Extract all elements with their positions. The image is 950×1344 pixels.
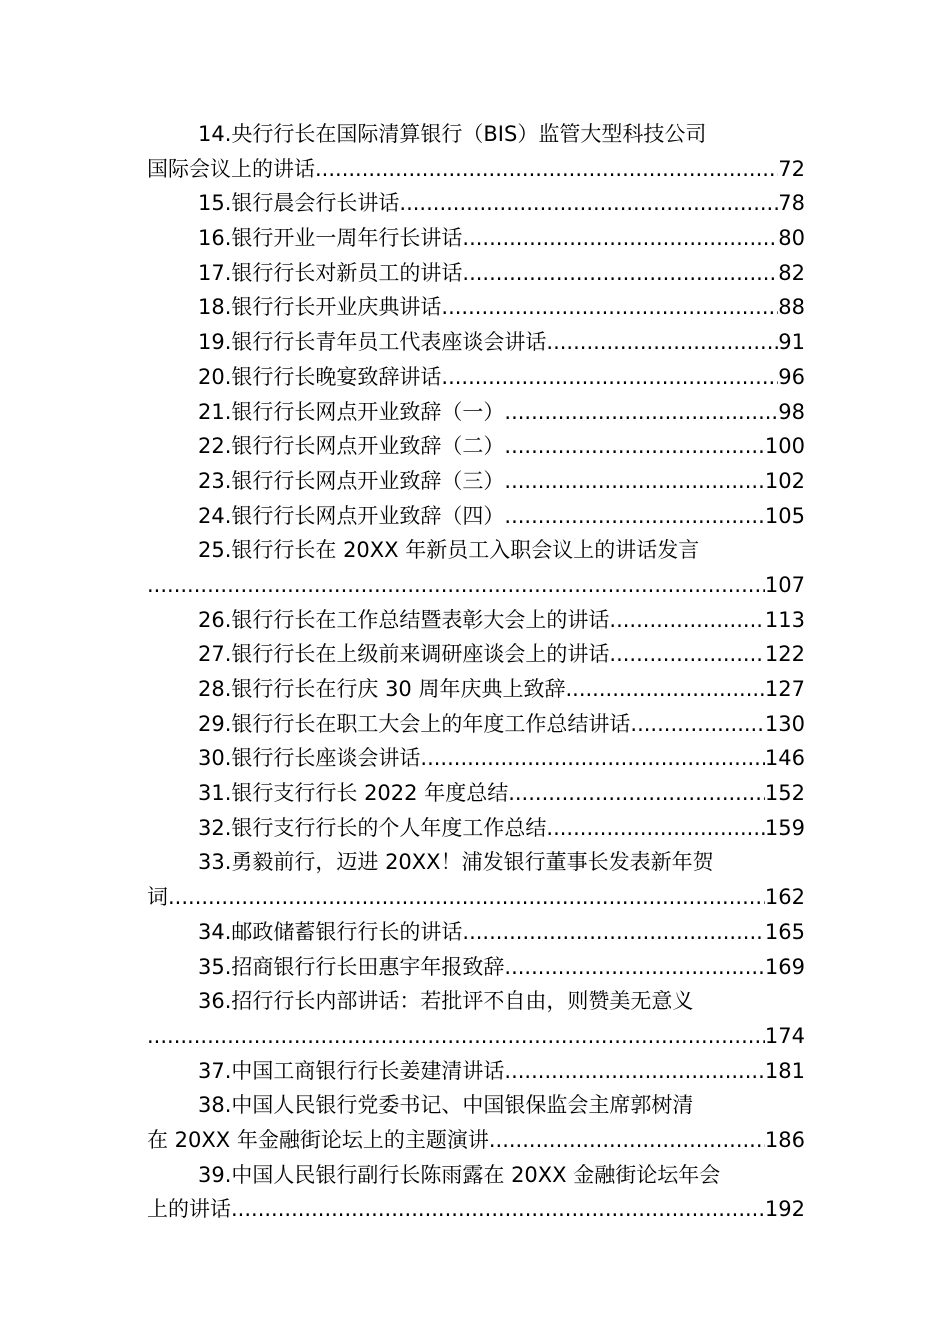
dot-leader	[441, 290, 778, 325]
toc-entry-title: 36.招行行长内部讲话：若批评不自由，则赞美无意义	[198, 989, 694, 1014]
toc-entry-line	[147, 395, 805, 430]
toc-entry-line	[147, 464, 805, 499]
toc-page-number: 113	[764, 607, 805, 632]
toc-entry[interactable]	[147, 776, 805, 811]
toc-entry-title: 20.银行行长晚宴致辞讲话	[198, 364, 442, 389]
dot-leader	[504, 1054, 765, 1089]
toc-entry[interactable]	[147, 603, 805, 638]
toc-page-number: 152	[764, 781, 805, 806]
dot-leader	[546, 811, 765, 846]
toc-page-number: 88	[778, 295, 805, 320]
toc-entry-title: 17.银行行长对新员工的讲话	[198, 260, 463, 285]
toc-entry-title: 38.中国人民银行党委书记、中国银保监会主席郭树清	[198, 1093, 694, 1118]
dot-leader	[399, 186, 778, 221]
toc-entry[interactable]	[147, 221, 805, 256]
toc-entry-line	[147, 1123, 805, 1158]
toc-page-number: 80	[778, 226, 805, 251]
toc-entry-title: 31.银行支行行长 2022 年度总结	[198, 781, 509, 806]
dot-leader	[315, 152, 778, 187]
toc-entry-line	[147, 1088, 805, 1123]
dot-leader	[147, 1019, 765, 1054]
toc-entry[interactable]	[147, 117, 805, 186]
dot-leader	[489, 1123, 765, 1158]
toc-entry-title: 14.央行行长在国际清算银行（BIS）监管大型科技公司	[198, 122, 707, 146]
dot-leader	[420, 741, 765, 776]
dot-leader	[546, 325, 778, 360]
toc-page-number: 159	[764, 815, 805, 840]
toc-entry-title: 24.银行行长网点开业致辞（四）	[198, 503, 505, 528]
toc-page-number: 107	[764, 572, 805, 597]
dot-leader	[231, 1192, 765, 1227]
toc-entry-title: 39.中国人民银行副行长陈雨露在 20XX 金融街论坛年会	[198, 1162, 721, 1187]
toc-entry-line	[147, 499, 805, 534]
toc-entry-title: 35.招商银行行长田惠宇年报致辞	[198, 954, 505, 979]
toc-page-number: 98	[778, 399, 805, 424]
toc-entry[interactable]	[147, 325, 805, 360]
toc-entry-line	[147, 117, 805, 152]
toc-entry-title: 27.银行行长在上级前来调研座谈会上的讲话	[198, 642, 610, 667]
toc-entry-title: 30.银行行长座谈会讲话	[198, 746, 421, 771]
toc-entry-line	[147, 845, 805, 880]
toc-entry-line	[147, 1054, 805, 1089]
toc-entry-line	[147, 707, 805, 742]
toc-page-number: 165	[764, 919, 805, 944]
table-of-contents	[147, 117, 805, 1227]
toc-entry-title: 28.银行行长在行庆 30 周年庆典上致辞	[198, 677, 566, 701]
dot-leader	[565, 672, 764, 707]
toc-entry-line	[147, 1019, 805, 1054]
dot-leader	[462, 221, 778, 256]
toc-entry[interactable]	[147, 741, 805, 776]
toc-entry[interactable]	[147, 637, 805, 672]
toc-entry-line	[147, 880, 805, 915]
toc-entry-line	[147, 672, 805, 707]
toc-entry-title: 16.银行开业一周年行长讲话	[198, 226, 463, 251]
toc-page-number: 174	[764, 1023, 805, 1048]
dot-leader	[504, 429, 765, 464]
toc-page-number: 127	[764, 677, 805, 701]
toc-entry-line	[147, 637, 805, 672]
toc-page-number: 82	[778, 260, 805, 285]
toc-entry[interactable]	[147, 290, 805, 325]
toc-page-number: 169	[764, 954, 805, 979]
toc-entry-title: 33.勇毅前行，迈进 20XX！浦发银行董事长发表新年贺	[198, 850, 714, 875]
dot-leader	[504, 499, 765, 534]
toc-entry-line	[147, 984, 805, 1019]
toc-entry-line	[147, 1192, 805, 1227]
toc-page-number: 78	[778, 191, 805, 216]
toc-entry-title: 23.银行行长网点开业致辞（三）	[198, 468, 505, 493]
toc-page-number: 96	[778, 364, 805, 389]
dot-leader	[630, 707, 765, 742]
toc-entry-line	[147, 1158, 805, 1193]
toc-page-number: 162	[764, 885, 805, 910]
toc-entry-title: 在 20XX 年金融街论坛上的主题演讲	[147, 1127, 489, 1152]
toc-entry-line	[147, 221, 805, 256]
toc-entry-title: 上的讲话	[147, 1197, 231, 1222]
toc-entry-title: 词	[147, 885, 168, 910]
toc-entry[interactable]	[147, 845, 805, 914]
toc-entry[interactable]	[147, 186, 805, 221]
toc-page-number: 192	[764, 1197, 805, 1222]
toc-entry-line	[147, 776, 805, 811]
toc-entry[interactable]	[147, 707, 805, 742]
toc-page-number: 122	[764, 642, 805, 667]
toc-entry[interactable]	[147, 429, 805, 464]
toc-entry-line	[147, 811, 805, 846]
toc-page-number: 181	[764, 1058, 805, 1083]
toc-entry-title: 21.银行行长网点开业致辞（一）	[198, 399, 505, 424]
toc-entry[interactable]	[147, 533, 805, 602]
toc-entry[interactable]	[147, 950, 805, 985]
toc-entry[interactable]	[147, 1054, 805, 1089]
toc-entry-title: 国际会议上的讲话	[147, 156, 315, 181]
dot-leader	[168, 880, 765, 915]
toc-entry-title: 18.银行行长开业庆典讲话	[198, 295, 442, 320]
toc-page-number: 102	[764, 468, 805, 493]
toc-entry[interactable]	[147, 672, 805, 707]
toc-entry-line	[147, 325, 805, 360]
dot-leader	[508, 776, 765, 811]
toc-page-number: 91	[778, 330, 805, 355]
toc-page-number: 105	[764, 503, 805, 528]
toc-entry[interactable]	[147, 811, 805, 846]
toc-entry-title: 32.银行支行行长的个人年度工作总结	[198, 815, 547, 840]
toc-entry-line	[147, 568, 805, 603]
dot-leader	[441, 360, 778, 395]
dot-leader	[609, 637, 765, 672]
toc-page-number: 186	[764, 1127, 805, 1152]
toc-entry-title: 15.银行晨会行长讲话	[198, 191, 400, 216]
toc-entry[interactable]	[147, 360, 805, 395]
toc-entry-line	[147, 915, 805, 950]
toc-page-number: 100	[764, 434, 805, 459]
toc-page-number: 146	[764, 746, 805, 771]
toc-entry[interactable]	[147, 395, 805, 430]
toc-entry-title: 22.银行行长网点开业致辞（二）	[198, 434, 505, 459]
toc-entry-title: 26.银行行长在工作总结暨表彰大会上的讲话	[198, 607, 610, 632]
dot-leader	[462, 256, 778, 291]
dot-leader	[462, 915, 765, 950]
toc-entry-line	[147, 429, 805, 464]
toc-entry[interactable]	[147, 499, 805, 534]
toc-entry-title: 19.银行行长青年员工代表座谈会讲话	[198, 330, 547, 355]
dot-leader	[504, 395, 778, 430]
toc-entry-line	[147, 360, 805, 395]
toc-page-number: 130	[764, 711, 805, 736]
toc-entry[interactable]	[147, 1158, 805, 1227]
toc-entry-line	[147, 533, 805, 568]
toc-entry-line	[147, 186, 805, 221]
toc-entry-title: 37.中国工商银行行长姜建清讲话	[198, 1058, 505, 1083]
dot-leader	[147, 568, 765, 603]
toc-entry[interactable]	[147, 1088, 805, 1157]
toc-entry[interactable]	[147, 984, 805, 1053]
toc-entry-line	[147, 256, 805, 291]
toc-page-number: 72	[778, 156, 805, 181]
toc-entry[interactable]	[147, 915, 805, 950]
toc-entry-line	[147, 290, 805, 325]
toc-entry-line	[147, 950, 805, 985]
toc-entry-title: 29.银行行长在职工大会上的年度工作总结讲话	[198, 711, 631, 736]
dot-leader	[609, 603, 765, 638]
dot-leader	[504, 950, 765, 985]
toc-entry-title: 34.邮政储蓄银行行长的讲话	[198, 919, 463, 944]
dot-leader	[504, 464, 765, 499]
toc-entry-line	[147, 603, 805, 638]
toc-entry-line	[147, 152, 805, 187]
toc-entry-line	[147, 741, 805, 776]
toc-entry-title: 25.银行行长在 20XX 年新员工入职会议上的讲话发言	[198, 538, 700, 563]
toc-entry[interactable]	[147, 256, 805, 291]
toc-entry[interactable]	[147, 464, 805, 499]
